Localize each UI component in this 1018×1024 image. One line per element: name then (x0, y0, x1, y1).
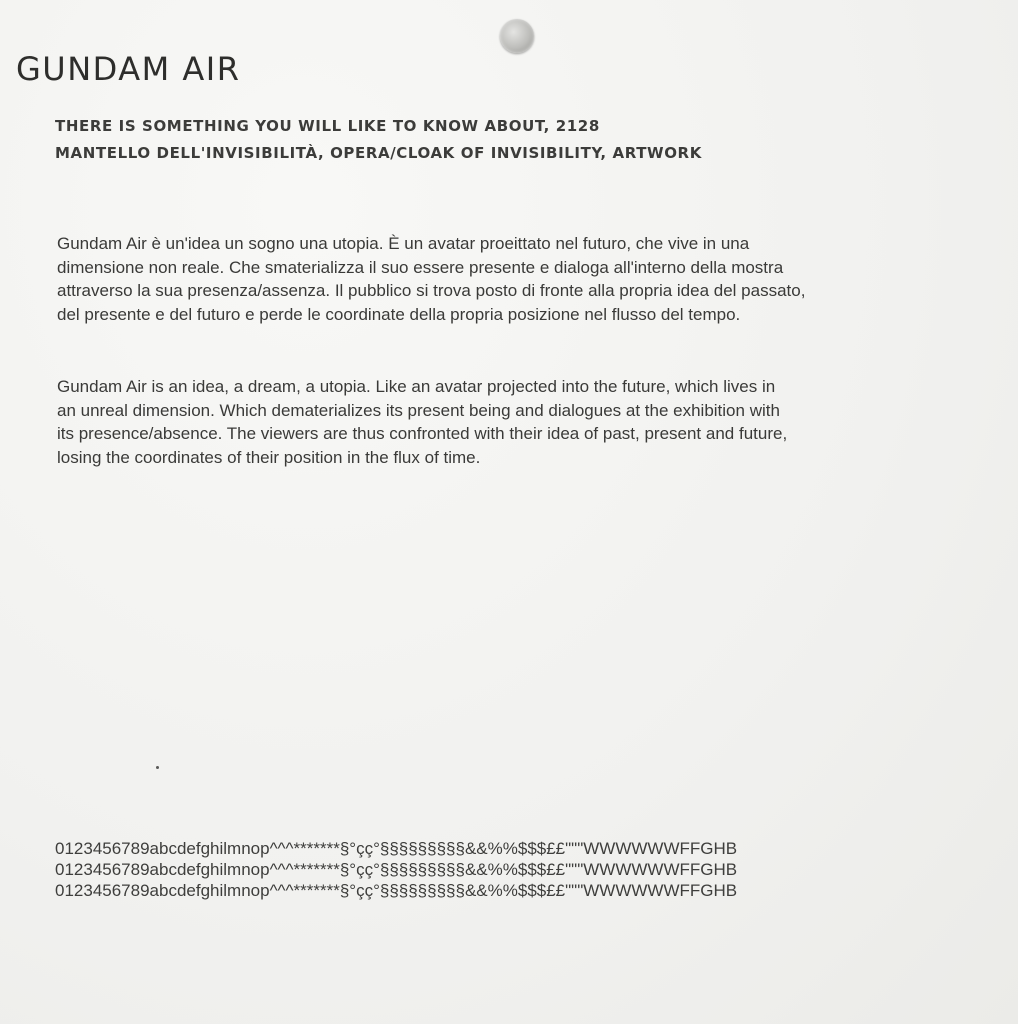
text-line: losing the coordinates of their position in the flux of time. (57, 447, 481, 467)
text-line: its presence/absence. The viewers are thus confronted with their idea of past, present and future, (57, 424, 788, 443)
subtitle-line: MANTELLO DELL'INVISIBILITÀ, OPERA/CLOAK OF INVISIBILITY, ARTWORK (55, 144, 702, 162)
charset-line: 0123456789abcdefghilmnop^^^*******§°çç°§§§§§§§§§&&%%$$$££"""WWWWWWFFGHB (55, 881, 738, 900)
subtitle-line: THERE IS SOMETHING YOU WILL LIKE TO KNOW ABOUT, 2128 (55, 117, 600, 135)
text-line: attraverso la sua presenza/assenza. Il pubblico si trova posto di fronte alla propria idea del passato, (57, 281, 806, 300)
italian-description (57, 232, 977, 326)
text-line: Gundam Air is an idea, a dream, a utopia. Like an avatar projected into the future, which lives in (57, 377, 776, 396)
charset-line: 0123456789abcdefghilmnop^^^*******§°çç°§§§§§§§§§&&%%$$$££"""WWWWWWFFGHB (55, 839, 738, 858)
text-line: Gundam Air è un'idea un sogno una utopia. È un avatar proeittato nel futuro, che vive in una (57, 234, 750, 253)
character-test-block (55, 838, 737, 901)
text-line: dimensione non reale. Che smaterializza il suo essere presente e dialoga all'interno della mostra (57, 257, 784, 277)
text-line: del presente e del futuro e perde le coordinate della propria posizione nel flusso del tempo. (57, 304, 741, 324)
page-title: GUNDAM AIR (16, 50, 241, 88)
pushpin-icon (500, 19, 534, 53)
ink-speck (156, 766, 159, 769)
english-description (57, 375, 977, 469)
charset-line: 0123456789abcdefghilmnop^^^*******§°çç°§§§§§§§§§&&%%$$$££"""WWWWWWFFGHB (55, 860, 738, 879)
text-line: an unreal dimension. Which dematerializes its present being and dialogues at the exhibition with (57, 400, 780, 420)
